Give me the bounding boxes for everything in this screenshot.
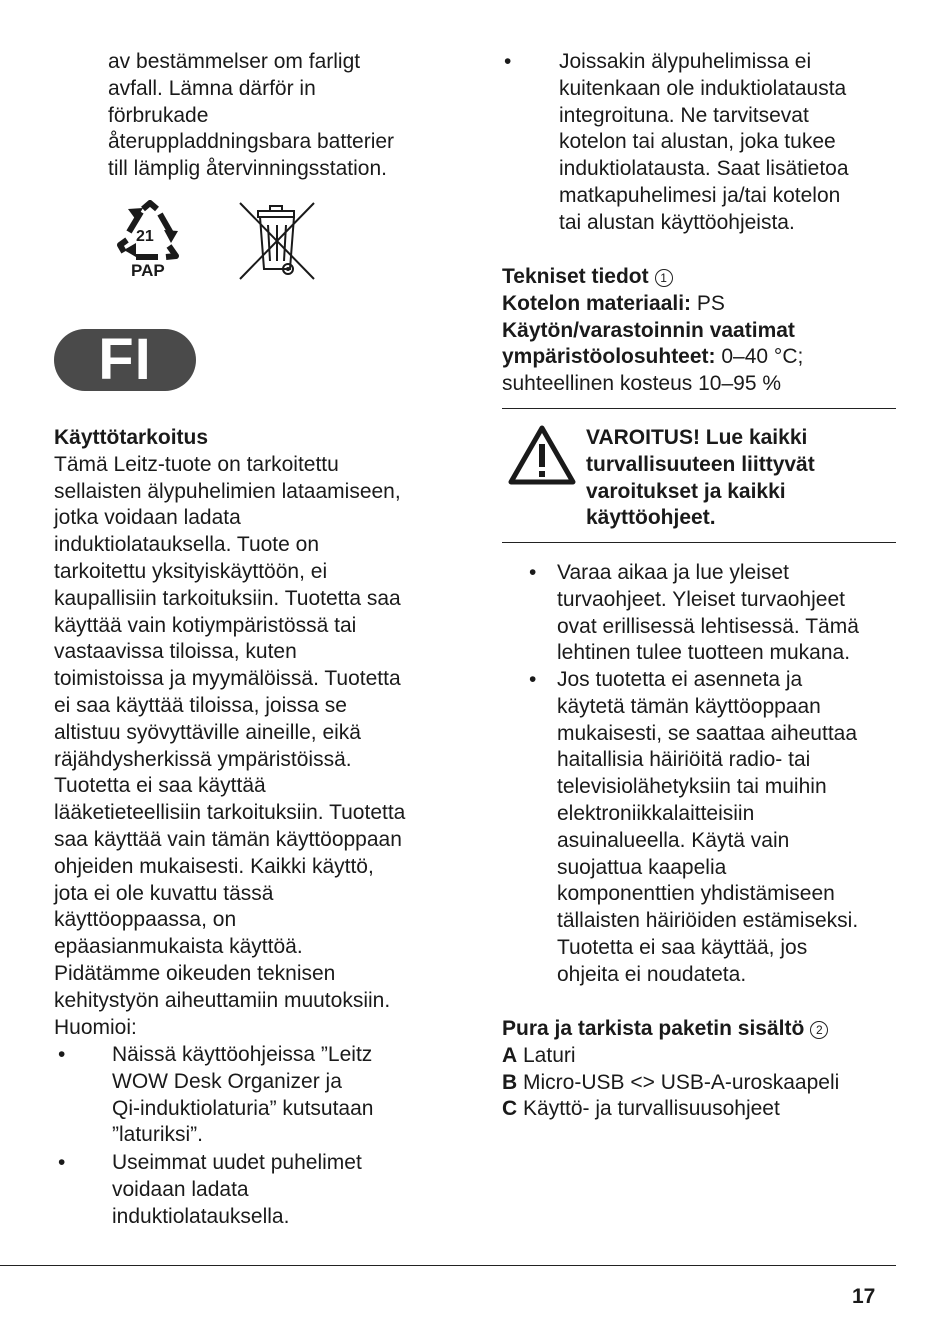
item-text: Laturi xyxy=(517,1043,576,1067)
text-line: Qi-induktiolaturia” kutsutaan xyxy=(112,1096,374,1120)
text-line: jota ei ole kuvattu tässä xyxy=(54,881,274,905)
recycle-number: 21 xyxy=(136,228,154,245)
text-line: Huomioi: xyxy=(54,1015,137,1039)
list-item xyxy=(54,1150,454,1230)
footer-divider xyxy=(0,1265,896,1266)
text-line: Varaa aikaa ja lue yleiset xyxy=(557,561,789,584)
page-number: 17 xyxy=(852,1285,876,1308)
list-item xyxy=(502,560,902,667)
item-text: Micro-USB <> USB-A-uroskaapeli xyxy=(517,1070,840,1094)
text-line: Tuotetta ei saa käyttää xyxy=(54,774,266,798)
bullet-dot: • xyxy=(529,561,537,584)
text-line: kaupallisiin tarkoituksiin. Tuotetta saa xyxy=(54,586,401,610)
spec-env-label xyxy=(502,318,803,345)
text-line: kehitystyön aiheuttamiin muutoksiin. xyxy=(54,988,391,1012)
package-contents-section xyxy=(502,1016,839,1123)
bullet-dot: • xyxy=(58,1043,66,1066)
text-line: Näissä käyttöohjeissa ”Leitz xyxy=(112,1043,373,1066)
text-line: turvaohjeet. Yleiset turvaohjeet xyxy=(557,587,845,611)
text-line: mukaisesti, se saattaa aiheuttaa xyxy=(557,721,858,745)
spec-label: Käytön/varastoinnin vaatimat xyxy=(502,318,795,342)
warning-text xyxy=(586,425,815,532)
text-line: vastaavissa tiloissa, kuten xyxy=(54,640,297,664)
text-line: sellaisten älypuhelimien lataamiseen, xyxy=(54,479,401,503)
text-line: Tuotetta ei saa käyttää, jos xyxy=(557,935,808,959)
text-line: avfall. Lämna därför in xyxy=(108,76,316,100)
text-line: räjähdysherkissä ympäristöissä. xyxy=(54,747,352,771)
figure-ref-1: 1 xyxy=(655,269,673,287)
text-line: altistuu syövyttäville aineille, eikä xyxy=(54,720,361,744)
list-item xyxy=(502,1096,839,1123)
text-line: turvallisuuteen liittyvät xyxy=(586,452,815,476)
text-line: integroituna. Ne tarvitsevat xyxy=(559,103,809,127)
figure-ref-2: 2 xyxy=(810,1021,828,1039)
text-line: kotelon tai alustan, joka tukee xyxy=(559,130,836,154)
text-line: tällaisten häiriöiden estämiseksi. xyxy=(557,909,859,933)
spec-humidity: suhteellinen kosteus 10–95 % xyxy=(502,372,782,396)
warning-triangle-icon xyxy=(507,424,577,486)
list-item xyxy=(502,667,902,989)
spec-material xyxy=(502,291,803,318)
text-line: lehtinen tulee tuotteen mukana. xyxy=(557,641,851,665)
text-line: käyttöohjeet. xyxy=(586,506,716,530)
item-letter: C xyxy=(502,1097,518,1121)
text-line: elektroniikkalaitteisiin xyxy=(557,801,755,825)
recycle-code: PAP xyxy=(131,261,165,280)
text-line: tai alustan käyttöohjeista. xyxy=(559,210,795,234)
text-line: matkapuhelimesi ja/tai kotelon xyxy=(559,183,841,207)
text-line: VAROITUS! Lue kaikki xyxy=(586,426,808,449)
text-line: haitallisia häiriöitä radio- tai xyxy=(557,748,811,772)
tech-heading: Tekniset tiedot xyxy=(502,265,649,288)
text-line: Pidätämme oikeuden teknisen xyxy=(54,961,336,985)
text-line: suojattua kaapelia xyxy=(557,855,727,879)
text-line: till lämplig återvinningsstation. xyxy=(108,157,387,181)
text-line: kuitenkaan ole induktiolatausta xyxy=(559,76,847,100)
text-line: lääketieteellisiin tarkoituksiin. Tuotetta xyxy=(54,801,406,825)
list-item xyxy=(54,1042,454,1149)
package-heading: Pura ja tarkista paketin sisältö xyxy=(502,1017,805,1040)
text-line: induktiolatausta. Saat lisätietoa xyxy=(559,157,849,181)
text-line: käyttöoppaassa, on xyxy=(54,908,237,932)
text-line: återuppladdningsbara batterier xyxy=(108,130,395,154)
list-item xyxy=(502,49,902,237)
text-line: induktiolatauksella. xyxy=(112,1204,290,1228)
tech-specs-section xyxy=(502,264,803,398)
text-line: Joissakin älypuhelimissa ei xyxy=(559,50,812,73)
section-heading xyxy=(502,264,803,291)
list-item xyxy=(502,1070,839,1097)
text-line: Tämä Leitz-tuote on tarkoitettu xyxy=(54,452,339,476)
text-line: Jos tuotetta ei asenneta ja xyxy=(557,668,803,691)
text-line: komponenttien yhdistämiseen xyxy=(557,882,835,906)
text-line: förbrukade xyxy=(108,103,209,127)
spec-value: PS xyxy=(691,291,725,315)
text-line: ovat erillisessä lehtisessä. Tämä xyxy=(557,614,859,638)
recycling-symbol xyxy=(114,200,186,282)
text-line: av bestämmelser om farligt xyxy=(108,50,361,73)
intended-use-section xyxy=(54,425,405,1041)
text-line: käyttää vain kotiympäristössä tai xyxy=(54,613,357,637)
text-line: ei saa käyttää tiloissa, joissa se xyxy=(54,693,347,717)
item-letter: A xyxy=(502,1043,518,1067)
text-line: ohjeiden mukaisesti. Kaikki käyttö, xyxy=(54,854,374,878)
spec-label: Kotelon materiaali: xyxy=(502,291,692,315)
swedish-disposal-text xyxy=(108,49,394,183)
item-letter: B xyxy=(502,1070,518,1094)
bullet-dot: • xyxy=(504,50,512,73)
spec-value: 0–40 °C; xyxy=(715,345,804,369)
text-line: WOW Desk Organizer ja xyxy=(112,1069,342,1093)
text-line: käytetä tämän käyttöoppaan xyxy=(557,694,821,718)
text-line: televisiolähetyksiin tai muihin xyxy=(557,775,827,799)
section-heading: Käyttötarkoitus xyxy=(54,426,209,449)
spec-env xyxy=(502,344,803,371)
text-line: jotka voidaan ladata xyxy=(54,506,241,530)
text-line: saa käyttää vain tämän käyttöoppaan xyxy=(54,827,402,851)
divider xyxy=(502,408,896,409)
list-item xyxy=(502,1043,839,1070)
text-line: induktiolatauksella. Tuote on xyxy=(54,533,320,557)
text-line: epäasianmukaista käyttöä. xyxy=(54,935,303,959)
text-line: ”laturiksi”. xyxy=(112,1123,204,1147)
text-line: ohjeita ei noudateta. xyxy=(557,962,747,986)
language-badge: FI xyxy=(54,329,196,391)
text-line: asuinalueella. Käytä vain xyxy=(557,828,790,852)
text-line: voidaan ladata xyxy=(112,1177,249,1201)
bullet-dot: • xyxy=(58,1151,66,1174)
text-line: tarkoitettu yksityiskäyttöön, ei xyxy=(54,559,328,583)
text-line: Useimmat uudet puhelimet xyxy=(112,1151,362,1174)
section-heading xyxy=(502,1016,839,1043)
text-line: varoitukset ja kaikki xyxy=(586,479,786,503)
divider xyxy=(502,542,896,543)
crossed-out-bin-icon xyxy=(236,199,318,285)
text-line: toimistoissa ja myymälöissä. Tuotetta xyxy=(54,667,401,691)
spec-label: ympäristöolosuhteet: xyxy=(502,345,716,369)
item-text: Käyttö- ja turvallisuusohjeet xyxy=(517,1097,780,1121)
bullet-dot: • xyxy=(529,668,537,691)
